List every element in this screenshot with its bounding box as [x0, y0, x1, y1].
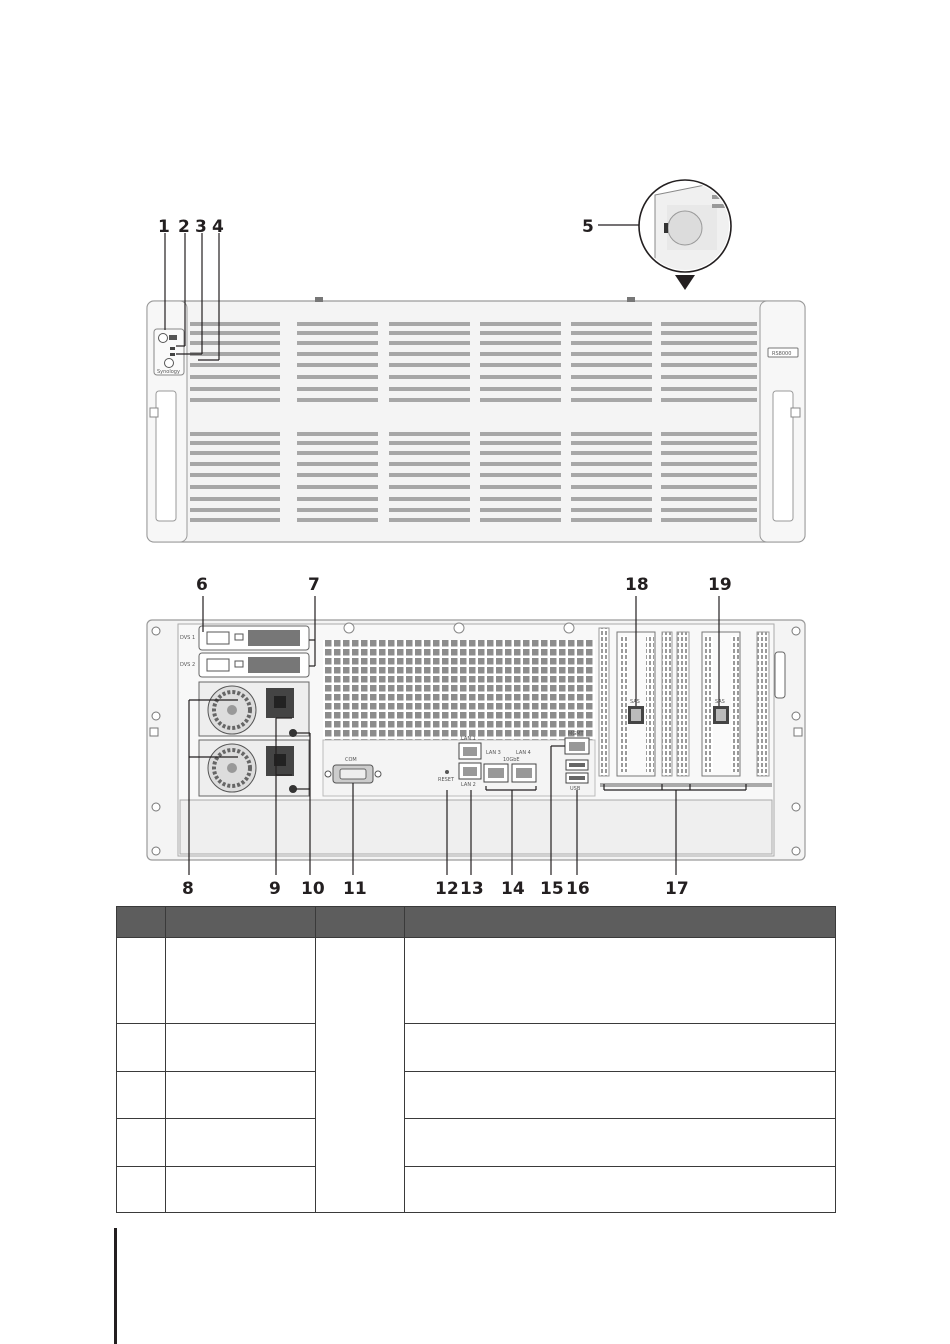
lan2-label: LAN 2	[461, 782, 476, 788]
vent-bar	[190, 387, 280, 391]
rear-panel	[147, 620, 805, 860]
callout-3: 3	[195, 217, 207, 237]
callout-6: 6	[196, 575, 208, 595]
vent-bar	[661, 485, 757, 489]
vent-bar	[389, 485, 470, 489]
callout-2: 2	[178, 217, 190, 237]
vent-bar	[571, 322, 652, 326]
vent-bar	[661, 387, 757, 391]
sas1-label: SAS	[630, 699, 640, 705]
callout-4: 4	[212, 217, 224, 237]
vent-bar	[480, 375, 561, 379]
vent-bar	[389, 352, 470, 356]
callout-16: 16	[566, 879, 590, 899]
vent-bar	[571, 485, 652, 489]
vent-bar	[297, 497, 378, 501]
table-row	[117, 1024, 836, 1072]
vent-bar	[480, 508, 561, 512]
table-cell	[117, 938, 166, 1024]
table-cell	[166, 1072, 316, 1119]
vent-bar	[661, 441, 757, 445]
vent-bar	[190, 398, 280, 402]
table-row	[117, 1072, 836, 1119]
power-button-icon[interactable]	[159, 334, 168, 343]
dvs2-label: DVS 2	[180, 662, 196, 668]
vent-bar	[480, 473, 561, 477]
vent-bar	[389, 432, 470, 436]
vent-bar	[297, 341, 378, 345]
vent-bar	[389, 462, 470, 466]
vent-bar	[571, 375, 652, 379]
vent-bar	[480, 441, 561, 445]
vent-bar	[661, 518, 757, 522]
table-cell	[405, 938, 836, 1024]
vent-bar	[389, 451, 470, 455]
vent-bar	[389, 331, 470, 335]
mgmt-usb-ports	[565, 731, 589, 792]
vent-bar	[480, 331, 561, 335]
header-cell	[166, 907, 316, 938]
table-row	[117, 938, 836, 1024]
callout-17: 17	[665, 879, 689, 899]
dvs1-label: DVS 1	[180, 635, 196, 641]
table-header-row	[117, 907, 836, 938]
vent-bar	[480, 352, 561, 356]
lan3-label: LAN 3	[486, 750, 501, 756]
callout-1: 1	[158, 217, 170, 237]
vent-bar	[297, 432, 378, 436]
status-led-icon	[170, 347, 175, 350]
vent-bar	[190, 432, 280, 436]
vent-bar	[389, 341, 470, 345]
vent-bar	[297, 441, 378, 445]
vent-bar	[571, 497, 652, 501]
vent-bar	[297, 462, 378, 466]
vent-bar	[389, 497, 470, 501]
vent-bar	[190, 375, 280, 379]
callout-15: 15	[540, 879, 564, 899]
table-cell	[117, 1072, 166, 1119]
model-badge: RS8000	[772, 351, 792, 357]
callout-12: 12	[435, 879, 459, 899]
vent-bar	[571, 363, 652, 367]
brand-label: Synology	[157, 369, 180, 375]
vent-bar	[190, 441, 280, 445]
vent-bar	[480, 322, 561, 326]
vent-bar	[571, 398, 652, 402]
table-cell-merged	[316, 938, 405, 1213]
vent-bar	[297, 508, 378, 512]
callout-5: 5	[582, 217, 594, 237]
header-cell	[117, 907, 166, 938]
vent-bar	[297, 322, 378, 326]
vent-bar	[661, 508, 757, 512]
callout-10: 10	[301, 879, 325, 899]
table-cell	[166, 938, 316, 1024]
table-cell	[405, 1167, 836, 1213]
vent-bar	[571, 462, 652, 466]
vent-bar	[571, 518, 652, 522]
vent-bar	[571, 441, 652, 445]
front-callouts	[158, 217, 594, 237]
vent-bar	[190, 322, 280, 326]
vent-bar	[389, 322, 470, 326]
table-cell	[117, 1024, 166, 1072]
vent-bar	[297, 352, 378, 356]
lan4-label: LAN 4	[516, 750, 531, 756]
table-cell	[405, 1024, 836, 1072]
vent-bar	[661, 363, 757, 367]
vent-bar	[297, 451, 378, 455]
vent-bar	[190, 341, 280, 345]
vent-bar	[571, 473, 652, 477]
vent-bar	[389, 473, 470, 477]
vent-bar	[571, 341, 652, 345]
usb-label: USB	[570, 786, 581, 792]
com-label: COM	[345, 757, 357, 763]
vent-bar	[190, 363, 280, 367]
vent-bar	[480, 485, 561, 489]
callout-18: 18	[625, 575, 649, 595]
table-cell	[166, 1167, 316, 1213]
vent-bar	[297, 363, 378, 367]
sas2-label: SAS	[715, 699, 725, 705]
tengbe-label: 10GbE	[503, 757, 520, 763]
vent-bar	[571, 331, 652, 335]
callout-7: 7	[308, 575, 320, 595]
callout-19: 19	[708, 575, 732, 595]
vent-bar	[297, 485, 378, 489]
table-cell	[405, 1072, 836, 1119]
component-table	[116, 906, 836, 1213]
vent-bar	[571, 508, 652, 512]
vent-bar	[190, 451, 280, 455]
vent-bar	[190, 518, 280, 522]
vent-bar	[661, 375, 757, 379]
vent-bar	[190, 331, 280, 335]
margin-rule	[114, 1228, 117, 1344]
alert-led-icon	[170, 353, 175, 356]
vent-bar	[389, 398, 470, 402]
table-cell	[117, 1167, 166, 1213]
front-controls	[154, 329, 184, 375]
vent-bar	[389, 441, 470, 445]
vent-bar	[190, 497, 280, 501]
vent-bar	[480, 518, 561, 522]
vent-bar	[661, 331, 757, 335]
vent-bar	[480, 387, 561, 391]
vent-bar	[661, 497, 757, 501]
table-row	[117, 1119, 836, 1167]
vent-bar	[480, 341, 561, 345]
vent-bar	[571, 387, 652, 391]
header-cell	[405, 907, 836, 938]
vent-bar	[190, 485, 280, 489]
vent-bar	[661, 322, 757, 326]
vent-bar	[661, 398, 757, 402]
header-cell	[316, 907, 405, 938]
vent-bar	[661, 473, 757, 477]
callout-14: 14	[501, 879, 525, 899]
vent-bar	[480, 497, 561, 501]
vent-bar	[389, 508, 470, 512]
vent-bar	[661, 341, 757, 345]
vent-bar	[480, 462, 561, 466]
lan1-label: LAN 1	[461, 736, 476, 742]
vent-bar	[389, 363, 470, 367]
callout-9: 9	[269, 879, 281, 899]
vent-bar	[297, 331, 378, 335]
table-cell	[166, 1119, 316, 1167]
vent-bar	[571, 432, 652, 436]
vent-bar	[661, 462, 757, 466]
vent-bar	[661, 432, 757, 436]
vent-bar	[661, 451, 757, 455]
vent-bar	[389, 387, 470, 391]
table-cell	[166, 1024, 316, 1072]
callout-8: 8	[182, 879, 194, 899]
vent-bar	[297, 387, 378, 391]
callout-11: 11	[343, 879, 367, 899]
callout-13: 13	[460, 879, 484, 899]
vent-bar	[480, 363, 561, 367]
vent-bar	[571, 352, 652, 356]
vent-bar	[297, 518, 378, 522]
vent-bar	[190, 462, 280, 466]
vent-bar	[297, 398, 378, 402]
table-cell	[117, 1119, 166, 1167]
table-cell	[405, 1119, 836, 1167]
reset-label: RESET	[438, 777, 455, 783]
vent-bar	[389, 518, 470, 522]
magnifier-detail	[639, 180, 731, 290]
front-panel	[147, 297, 805, 542]
vent-bar	[297, 375, 378, 379]
vent-bar	[480, 451, 561, 455]
vent-bar	[480, 432, 561, 436]
vent-bar	[389, 375, 470, 379]
vent-bar	[297, 473, 378, 477]
vent-bar	[190, 473, 280, 477]
beep-off-button-icon[interactable]	[165, 359, 174, 368]
vent-bar	[190, 352, 280, 356]
table-row	[117, 1167, 836, 1213]
vent-bar	[190, 508, 280, 512]
vent-bar	[661, 352, 757, 356]
vent-bar	[571, 451, 652, 455]
vent-bar	[480, 398, 561, 402]
reset-button-icon[interactable]	[445, 770, 449, 774]
mgmt-label: MGMT	[568, 731, 584, 737]
